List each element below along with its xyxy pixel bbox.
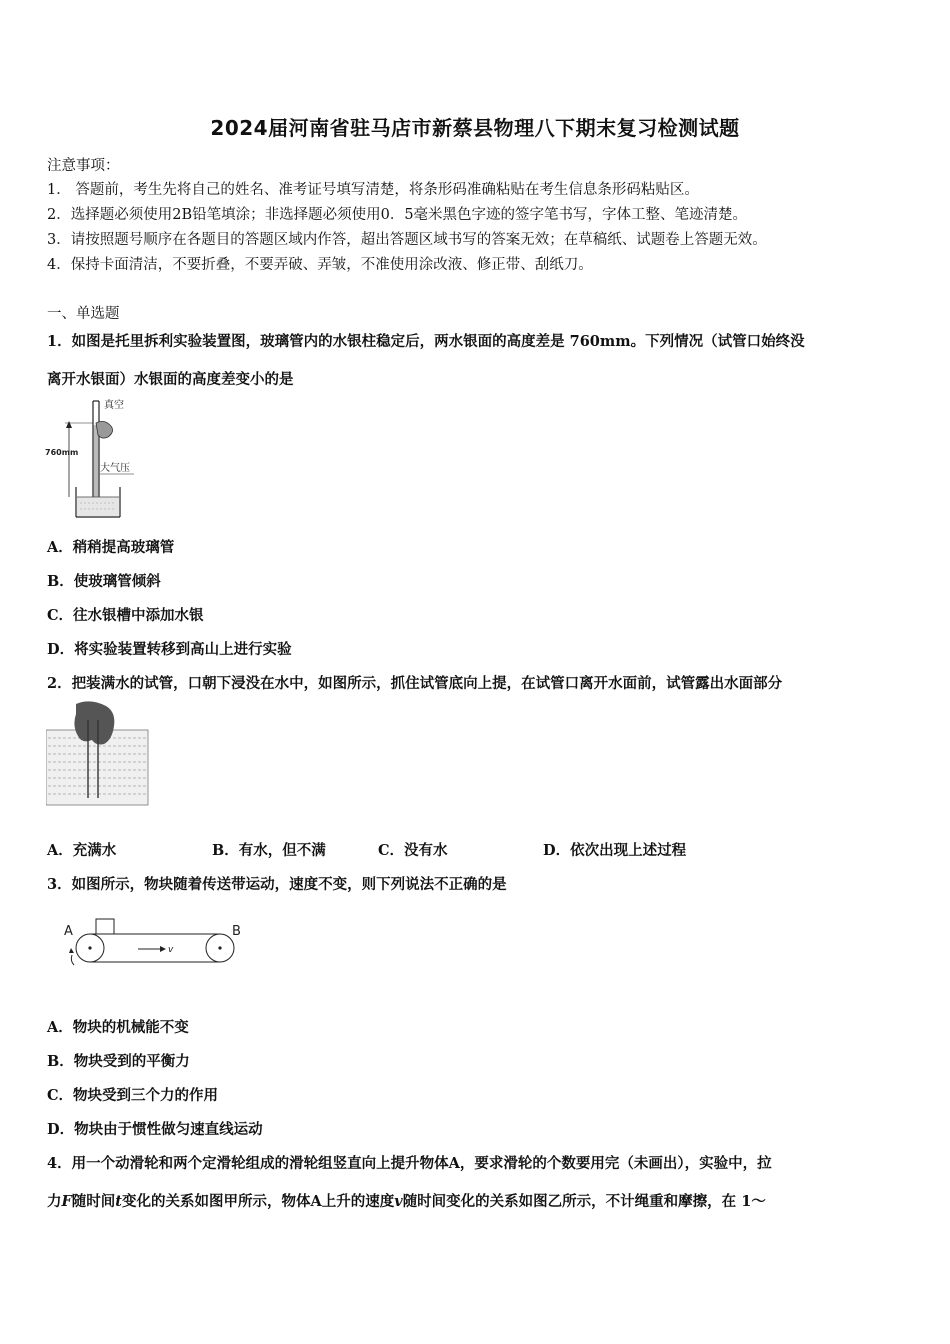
notice-heading: 注意事项： [47, 158, 120, 174]
q3-option-a: A．物块的机械能不变 [47, 1019, 189, 1036]
q2-option-c: C．没有水 [378, 842, 448, 859]
notice-item-2: 2．选择题必须使用2B铅笔填涂；非选择题必须使用0．5毫米黑色字迹的签字笔书写，字体工整、笔迹清楚。 [47, 207, 748, 223]
hand-icon [96, 421, 113, 438]
conveyor-figure [60, 915, 250, 971]
hand-icon [74, 701, 114, 744]
section-heading: 一、单选题 [47, 306, 120, 322]
label-atm: 大气压 [100, 463, 130, 474]
q3-stem-line1: 3．如图所示，物块随着传送带运动，速度不变，则下列说法不正确的是 [47, 876, 507, 893]
q4-stem-line1: 4．用一个动滑轮和两个定滑轮组成的滑轮组竖直向上提升物体A，要求滑轮的个数要用完（未画出），实验中，拉 [47, 1155, 772, 1172]
label-a: A [64, 924, 73, 939]
label-v: v [168, 945, 174, 955]
q3-option-b: B．物块受到的平衡力 [47, 1053, 190, 1070]
q1-stem-line1: 1．如图是托里拆利实验装置图，玻璃管内的水银柱稳定后，两水银面的高度差是 760mm。下列情况（试管口始终没 [47, 333, 805, 350]
q1-option-b: B．使玻璃管倾斜 [47, 573, 161, 590]
page-title: 2024届河南省驻马店市新蔡县物理八下期末复习检测试题 [210, 116, 740, 140]
label-b: B [232, 924, 241, 939]
q2-option-a: A．充满水 [47, 842, 117, 859]
notice-item-4: 4．保持卡面清洁，不要折叠，不要弄破、弄皱，不准使用涂改液、修正带、刮纸刀。 [47, 257, 593, 273]
q2-option-b: B．有水，但不满 [212, 842, 326, 859]
q3-option-c: C．物块受到三个力的作用 [47, 1087, 219, 1104]
q4-stem-line2: 力F随时间t变化的关系如图甲所示，物体A上升的速度v随时间变化的关系如图乙所示，不计绳重和摩擦，在 1～ [47, 1193, 766, 1210]
q3-option-d: D．物块由于惯性做匀速直线运动 [47, 1121, 263, 1138]
test-tube-figure [46, 700, 150, 808]
notice-item-3: 3．请按照题号顺序在各题目的答题区域内作答，超出答题区域书写的答案无效；在草稿纸、试题卷上答题无效。 [47, 232, 767, 248]
q1-stem-line2: 离开水银面）水银面的高度差变小的是 [47, 371, 294, 388]
q1-option-d: D．将实验装置转移到高山上进行实验 [47, 641, 292, 658]
q2-option-d: D．依次出现上述过程 [543, 842, 687, 859]
label-vacuum: 真空 [104, 400, 124, 411]
q2-stem-line1: 2．把装满水的试管，口朝下浸没在水中，如图所示，抓住试管底向上提，在试管口离开水面前，试管露出水面部分 [47, 675, 783, 692]
q1-option-c: C．往水银槽中添加水银 [47, 607, 204, 624]
q1-option-a: A．稍稍提高玻璃管 [47, 539, 175, 556]
torricelli-figure [44, 395, 144, 523]
label-760mm: 760mm [45, 448, 79, 457]
notice-item-1: 1． 答题前，考生先将自己的姓名、准考证号填写清楚，将条形码准确粘贴在考生信息条形码粘贴区。 [47, 182, 699, 198]
